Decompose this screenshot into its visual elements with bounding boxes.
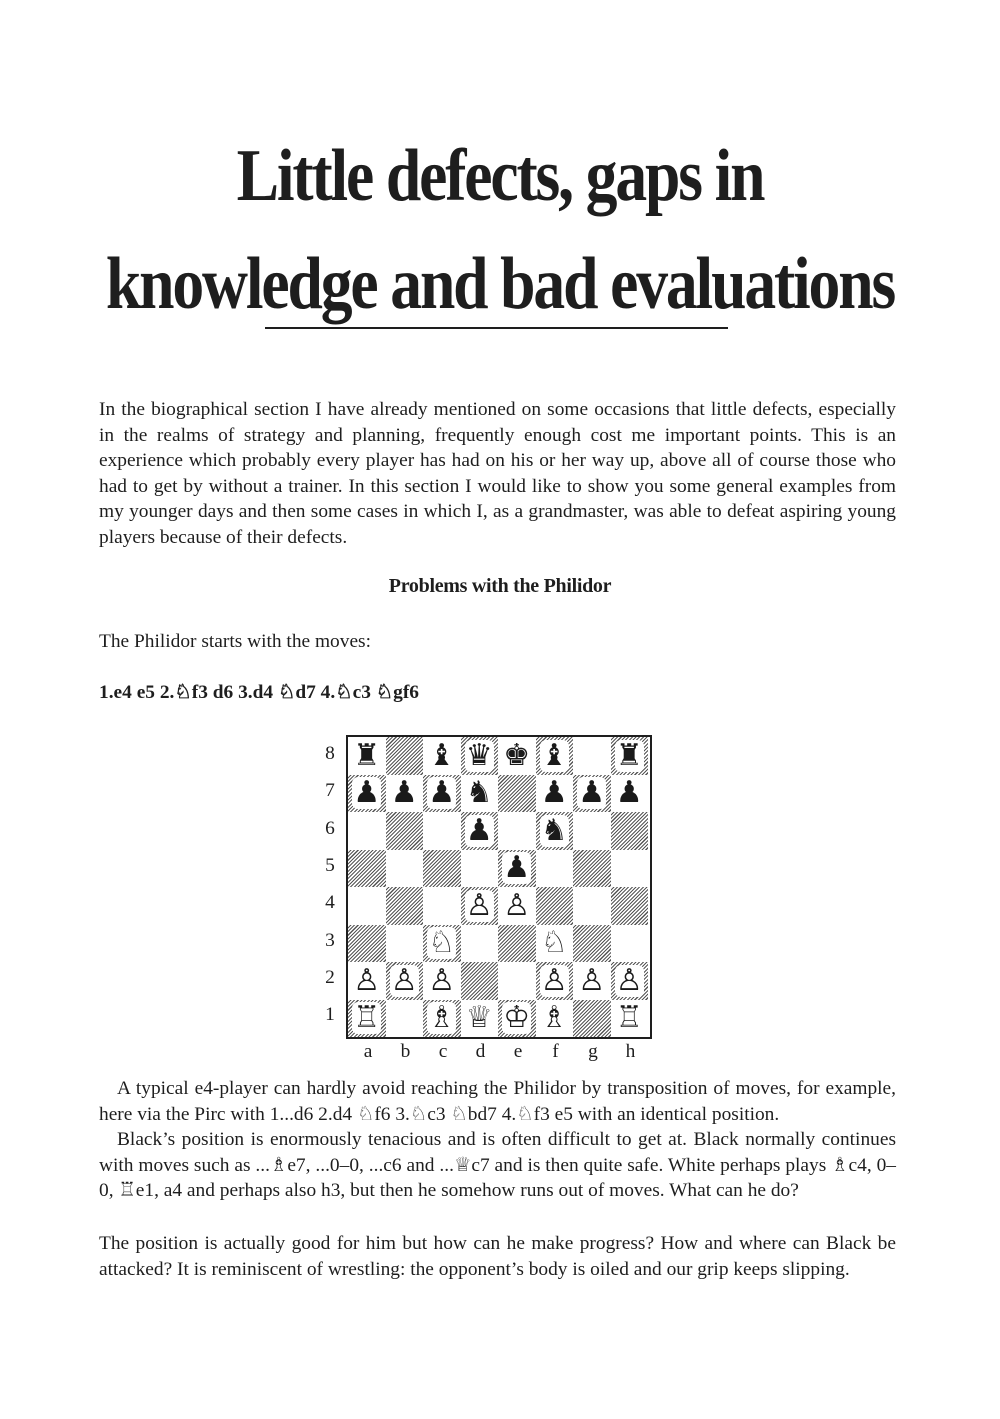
square-b3 xyxy=(386,925,424,963)
square-d8 xyxy=(461,737,499,775)
square-h7 xyxy=(611,775,649,813)
section-heading: Problems with the Philidor xyxy=(388,575,612,597)
square-d1 xyxy=(461,1000,499,1038)
chess-piece-g7: ♟ xyxy=(578,775,606,811)
square-h3 xyxy=(611,925,649,963)
square-d4 xyxy=(461,887,499,925)
intro-paragraph: In the biographical section I have already mentioned on some occasions that little defects, especially in the realms of strategy and planning, frequently enough cost me important points. This is an experience which probably every player has had on his or her way up, above all of course those who had to get by without a trainer. In this section I would like to show you some general examples from my younger days and then some cases in which I, as a grandmaster, was able to defeat aspiring young players because of their defects. xyxy=(99,399,896,548)
file-label: f xyxy=(552,1041,559,1062)
chapter-title-line-2: knowledge and bad evaluations xyxy=(105,243,895,325)
square-g4 xyxy=(573,887,611,925)
chess-piece-b2: ♙ xyxy=(390,962,418,998)
chess-piece-f7: ♟ xyxy=(540,775,568,811)
square-g1 xyxy=(573,1000,611,1038)
file-label: b xyxy=(400,1041,411,1062)
square-b7 xyxy=(386,775,424,813)
square-b5 xyxy=(386,850,424,888)
file-label: e xyxy=(513,1041,523,1062)
square-e1 xyxy=(498,1000,536,1038)
rank-label: 8 xyxy=(325,743,335,764)
square-e8 xyxy=(498,737,536,775)
chess-piece-c7: ♟ xyxy=(428,775,456,811)
square-f4 xyxy=(536,887,574,925)
square-c8 xyxy=(423,737,461,775)
philidor-intro-paragraph: The Philidor starts with the moves: xyxy=(99,631,371,652)
square-b8 xyxy=(386,737,424,775)
chess-piece-e1: ♔ xyxy=(503,1000,531,1036)
square-b4 xyxy=(386,887,424,925)
square-a2 xyxy=(348,962,386,1000)
chess-piece-d7: ♞ xyxy=(465,775,493,811)
square-e2 xyxy=(498,962,536,1000)
rank-label: 2 xyxy=(325,966,335,988)
chess-piece-f3: ♘ xyxy=(540,925,568,961)
square-h1 xyxy=(611,1000,649,1038)
square-b2 xyxy=(386,962,424,1000)
chess-piece-d4: ♙ xyxy=(465,887,493,923)
square-d5 xyxy=(461,850,499,888)
rank-label: 5 xyxy=(325,854,335,876)
square-f6 xyxy=(536,812,574,850)
square-f1 xyxy=(536,1000,574,1038)
file-label: h xyxy=(625,1041,636,1062)
square-e6 xyxy=(498,812,536,850)
file-label: a xyxy=(363,1041,373,1062)
chapter-title-line-1: Little defects, gaps in xyxy=(236,135,764,217)
square-f2 xyxy=(536,962,574,1000)
square-c4 xyxy=(423,887,461,925)
square-c2 xyxy=(423,962,461,1000)
square-f7 xyxy=(536,775,574,813)
chess-piece-h8: ♜ xyxy=(615,737,643,773)
chess-piece-f2: ♙ xyxy=(540,962,568,998)
square-a7 xyxy=(348,775,386,813)
chess-piece-f8: ♝ xyxy=(540,737,568,773)
file-label: c xyxy=(438,1041,448,1062)
opening-moves: 1.e4 e5 2.♘f3 d6 3.d4 ♘d7 4.♘c3 ♘gf6 xyxy=(99,682,419,703)
square-h4 xyxy=(611,887,649,925)
square-c6 xyxy=(423,812,461,850)
chess-piece-d8: ♛ xyxy=(465,737,493,773)
square-e5 xyxy=(498,850,536,888)
chess-piece-e8: ♚ xyxy=(503,737,531,773)
chess-piece-f1: ♗ xyxy=(540,1000,568,1036)
square-a1 xyxy=(348,1000,386,1038)
chess-piece-h2: ♙ xyxy=(615,962,643,998)
square-e7 xyxy=(498,775,536,813)
chess-piece-a8: ♜ xyxy=(353,737,381,773)
square-g6 xyxy=(573,812,611,850)
square-a8 xyxy=(348,737,386,775)
square-h8 xyxy=(611,737,649,775)
chess-piece-d6: ♟ xyxy=(465,812,493,848)
square-f8 xyxy=(536,737,574,775)
square-e4 xyxy=(498,887,536,925)
chess-piece-e4: ♙ xyxy=(503,887,531,923)
chess-piece-c3: ♘ xyxy=(428,925,456,961)
chapter-title xyxy=(70,122,930,338)
square-h5 xyxy=(611,850,649,888)
chess-piece-g2: ♙ xyxy=(578,962,606,998)
square-b1 xyxy=(386,1000,424,1038)
square-g3 xyxy=(573,925,611,963)
square-d2 xyxy=(461,962,499,1000)
square-a5 xyxy=(348,850,386,888)
square-h2 xyxy=(611,962,649,1000)
square-d6 xyxy=(461,812,499,850)
rank-label: 3 xyxy=(325,929,335,951)
progress-paragraph: The position is actually good for him but how can he make progress? How and where can Black be attacked? It is reminiscent of wrestling: the opponent’s body is oiled and our grip keeps slipping. xyxy=(99,1233,896,1280)
square-a6 xyxy=(348,812,386,850)
chess-piece-c1: ♗ xyxy=(428,1000,456,1036)
square-c5 xyxy=(423,850,461,888)
square-c3 xyxy=(423,925,461,963)
square-b6 xyxy=(386,812,424,850)
title-underline-rule xyxy=(265,327,728,329)
square-c1 xyxy=(423,1000,461,1038)
square-h6 xyxy=(611,812,649,850)
chess-piece-h1: ♖ xyxy=(615,1000,643,1036)
square-a3 xyxy=(348,925,386,963)
square-g8 xyxy=(573,737,611,775)
rank-label: 1 xyxy=(325,1004,335,1026)
square-a4 xyxy=(348,887,386,925)
file-label: g xyxy=(588,1041,598,1062)
rank-label: 7 xyxy=(325,780,335,802)
transposition-paragraph: A typical e4-player can hardly avoid reaching the Philidor by transposition of moves, for example, here via the Pirc with 1...d6 2.d4 ♘f6 3.♘c3 ♘bd7 4.♘f3 e5 with an identical position. xyxy=(99,1078,896,1125)
chess-piece-c8: ♝ xyxy=(428,737,456,773)
file-label: d xyxy=(475,1041,486,1062)
square-d7 xyxy=(461,775,499,813)
chess-piece-e5: ♟ xyxy=(503,850,531,886)
chess-piece-h7: ♟ xyxy=(615,775,643,811)
square-f3 xyxy=(536,925,574,963)
chess-diagram xyxy=(346,735,652,1039)
square-g5 xyxy=(573,850,611,888)
chess-piece-d1: ♕ xyxy=(465,1000,493,1036)
chess-piece-a7: ♟ xyxy=(353,775,381,811)
chess-piece-a2: ♙ xyxy=(353,962,381,998)
square-g2 xyxy=(573,962,611,1000)
square-e3 xyxy=(498,925,536,963)
chess-piece-c2: ♙ xyxy=(428,962,456,998)
chess-piece-b7: ♟ xyxy=(390,775,418,811)
square-c7 xyxy=(423,775,461,813)
black-position-paragraph: Black’s position is enormously tenacious and is often difficult to get at. Black normally continues with moves such as ...♗e7, ...0–0, ...c6 and ...♕c7 and is then quite safe. White perhaps plays ♗c4, 0–0, ♖e1, a4 and perhaps also h3, but then he somehow runs out of moves. What can he do? xyxy=(99,1129,896,1202)
chess-piece-a1: ♖ xyxy=(353,1000,381,1036)
square-g7 xyxy=(573,775,611,813)
square-d3 xyxy=(461,925,499,963)
square-f5 xyxy=(536,850,574,888)
rank-label: 4 xyxy=(325,892,335,914)
rank-label: 6 xyxy=(325,817,335,839)
chess-piece-f6: ♞ xyxy=(540,812,568,848)
chess-board xyxy=(348,737,648,1037)
